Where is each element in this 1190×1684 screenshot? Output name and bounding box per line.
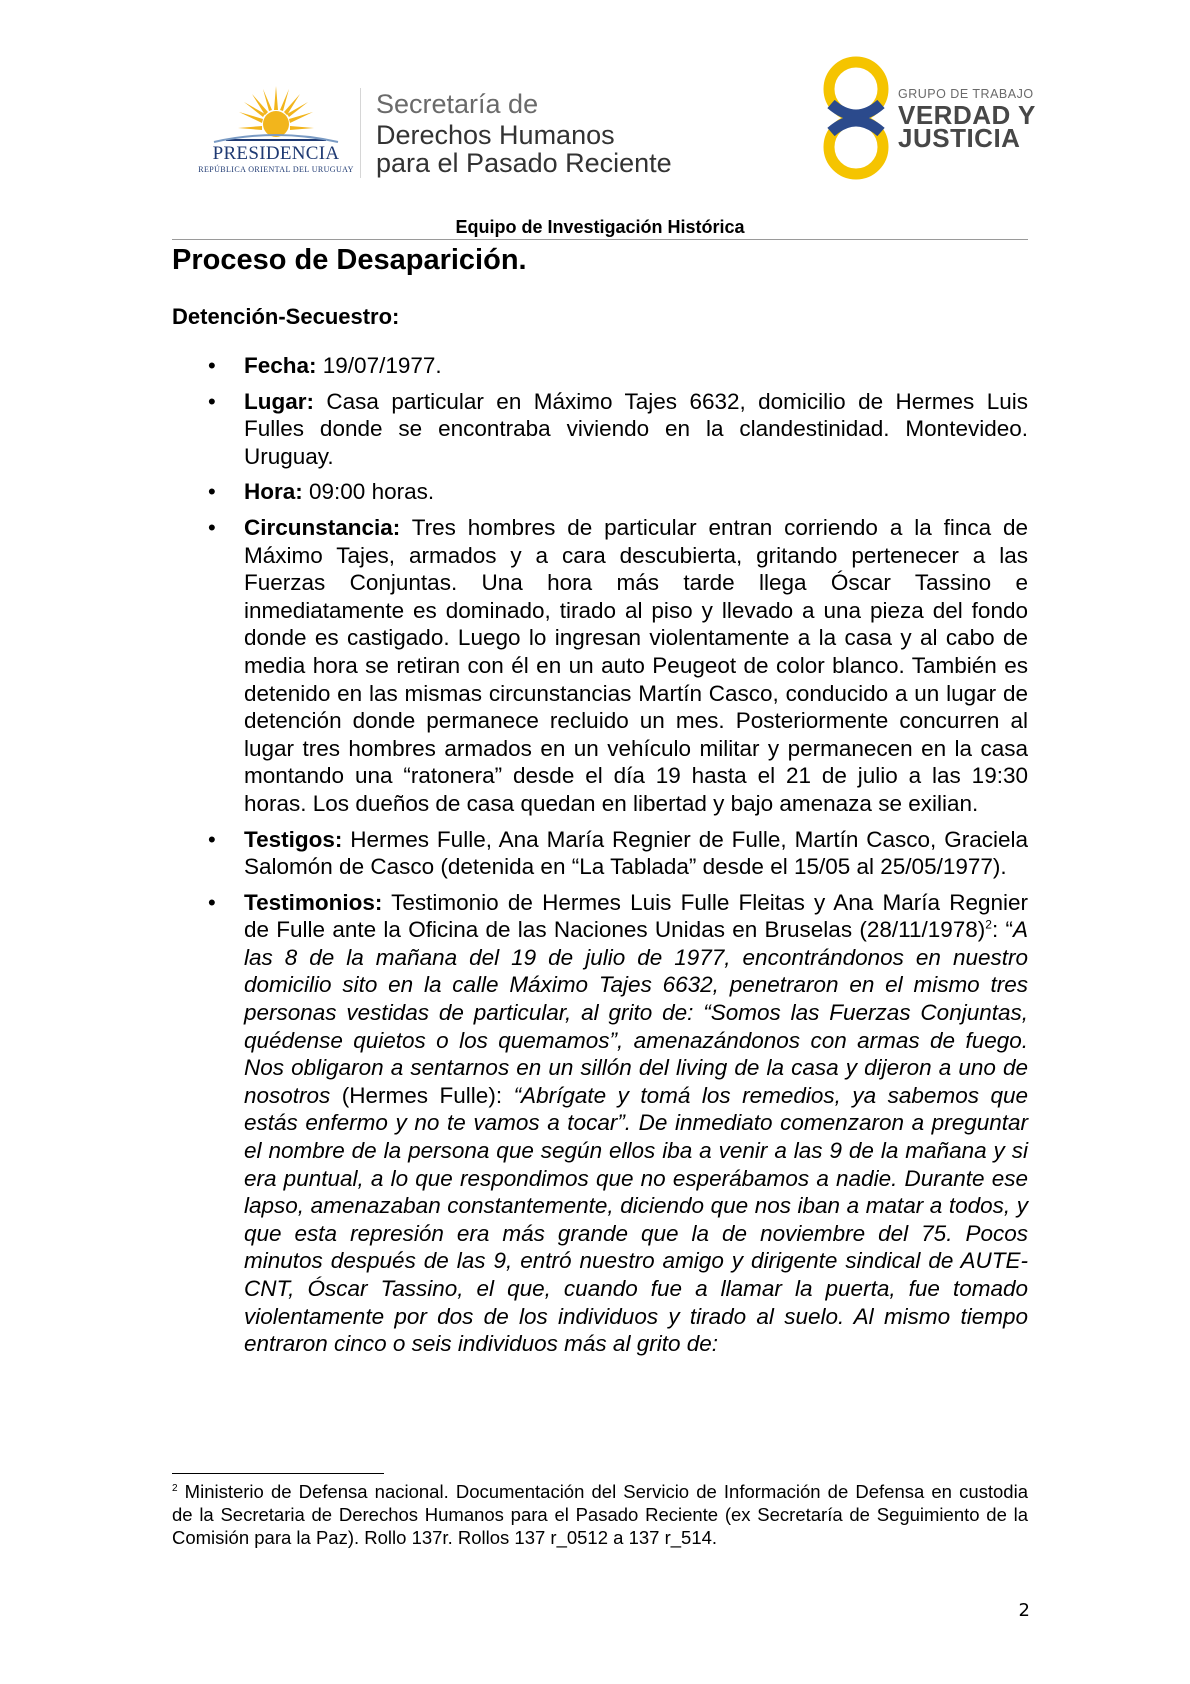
page-number: 2 xyxy=(1018,1600,1030,1621)
bullet-icon: • xyxy=(208,514,216,540)
header-divider xyxy=(360,88,361,178)
list-item-testigos xyxy=(172,826,1028,881)
footnote-reference[interactable]: 2 xyxy=(985,917,992,932)
footnote xyxy=(172,1480,1028,1549)
detention-details-list xyxy=(172,352,1028,1366)
testimonio-quote-part-1: A las 8 de la mañana del 19 de julio de 1977, encontrándonos en nuestro domicilio sito en la calle Máximo Tajes 6632, penetraron en el mismo tres personas vestidas de particular, al grito de: “Somos las Fuerzas Conjuntas, quédense quietos o los quemamos”, amenazándonos con armas de fuego. Nos obligaron a sentarnos en un sillón del living de la casa y dijeron a uno de nosotros xyxy=(244,917,1029,1108)
testimonio-quote-part-2: “Abrígate y tomá los remedios, ya sabemos que estás enfermo y no te vamos a tocar”. De inmediato comenzaron a preguntar el nombre de la persona que según ellos iba a venir a las 9 de la mañana y si era puntual, a lo que respondimos que no esperábamos a nadie. Durante ese lapso, amenazaban constantemente, diciendo que nos iban a matar a todos, y que esta represión era más grande que la de noviembre del 75. Pocos minutos después de las 9, entró nuestro amigo y dirigente sindical de AUTE-CNT, Óscar Tassino, el que, cuando fue a llamar la puerta, fue tomado violentamente por dos de los individuos y tirado al suelo. Al mismo tiempo entraron cinco o seis individuos más al grito de: xyxy=(244,1082,1028,1357)
bullet-icon: • xyxy=(208,388,216,414)
bullet-icon: • xyxy=(208,479,216,505)
item-label: Testimonios: xyxy=(244,889,383,915)
list-item-testimonios xyxy=(172,889,1028,1358)
testimonio-colon: : “ xyxy=(991,917,1013,943)
presidencia-wordmark: PRESIDENCIA xyxy=(212,143,340,164)
item-label: Testigos: xyxy=(244,826,343,852)
section-heading: Detención-Secuestro: xyxy=(172,304,400,329)
intertwined-rings-icon xyxy=(817,56,895,180)
secretaria-line-3: para el Pasado Reciente xyxy=(376,148,672,178)
secretaria-line-2: Derechos Humanos xyxy=(376,120,615,150)
verdad-justicia-logo xyxy=(817,56,895,180)
bullet-icon: • xyxy=(208,826,216,852)
item-label: Fecha: xyxy=(244,353,317,378)
testimonio-intro: Testimonio de Hermes Luis Fulle Fleitas y Ana María Regnier de Fulle ante la Oficina de las Naciones Unidas en Bruselas (28/11/1978) xyxy=(244,889,1028,943)
item-text: 09:00 horas. xyxy=(302,479,435,505)
item-text: Casa particular en Máximo Tajes 6632, domicilio de Hermes Luis Fulles donde se encontraba viviendo en la clandestinidad. Montevideo. Uruguay. xyxy=(244,388,1028,469)
verdad-text: VERDAD Y xyxy=(898,100,1036,130)
item-text: Tres hombres de particular entran corriendo a la finca de Máximo Tajes, armados y a cara descubierta, gritando pertenecer a las Fuerzas Conjuntas. Una hora más tarde llega Óscar Tassino e inmediatamente es dominado, tirado al piso y llevado a una pieza del fondo donde es castigado. Luego lo ingresan violentamente a la casa y al cabo de media hora se retiran con él en un auto Peugeot de color blanco. También es detenido en las mismas circunstancias Martín Casco, conducido a un lugar de detención donde permanece recluido un mes. Posteriormente concurren al lugar tres hombres armados en un vehículo militar y permanecen en la casa montando una “ratonera” desde el día 19 hasta el 21 de julio a las 19:30 horas. Los dueños de casa quedan en libertad y bajo amenaza se exilian. xyxy=(244,514,1028,816)
footnote-rule xyxy=(172,1473,384,1474)
item-text: 19/07/1977. xyxy=(316,353,442,378)
list-item-fecha xyxy=(172,352,1028,380)
presidencia-subtitle: REPÚBLICA ORIENTAL DEL URUGUAY xyxy=(198,165,354,174)
bullet-icon: • xyxy=(208,353,216,378)
sun-emblem-icon xyxy=(196,80,356,146)
justicia-text: JUSTICIA xyxy=(898,123,1021,153)
footnote-text: Ministerio de Defensa nacional. Documentación del Servicio de Información de Defensa en custodia de la Secretaria de Derechos Humanos para el Pasado Reciente (ex Secretaría de Seguimiento de la Comisión para la Paz). Rollo 137r. Rollos 137 r_0512 a 137 r_514. xyxy=(172,1481,1028,1548)
item-label: Hora: xyxy=(244,479,303,505)
list-item-circunstancia xyxy=(172,514,1028,818)
list-item-lugar xyxy=(172,388,1028,471)
page-title: Proceso de Desaparición. xyxy=(172,244,527,276)
footnote-number: 2 xyxy=(172,1482,178,1494)
grupo-trabajo-text: GRUPO DE TRABAJO xyxy=(898,87,1034,101)
team-title: Equipo de Investigación Histórica xyxy=(455,217,745,237)
secretaria-line-1: Secretaría de xyxy=(376,89,539,119)
bullet-icon: • xyxy=(208,889,216,915)
header-rule xyxy=(172,239,1028,240)
item-text: Hermes Fulle, Ana María Regnier de Fulle, Martín Casco, Graciela Salomón de Casco (detenida en “La Tablada” desde el 15/05 al 25/05/1977). xyxy=(244,826,1028,880)
item-label: Circunstancia: xyxy=(244,514,401,540)
item-label: Lugar: xyxy=(244,388,314,414)
list-item-hora xyxy=(172,478,1028,506)
testimonio-interjection: (Hermes Fulle): xyxy=(330,1082,514,1108)
